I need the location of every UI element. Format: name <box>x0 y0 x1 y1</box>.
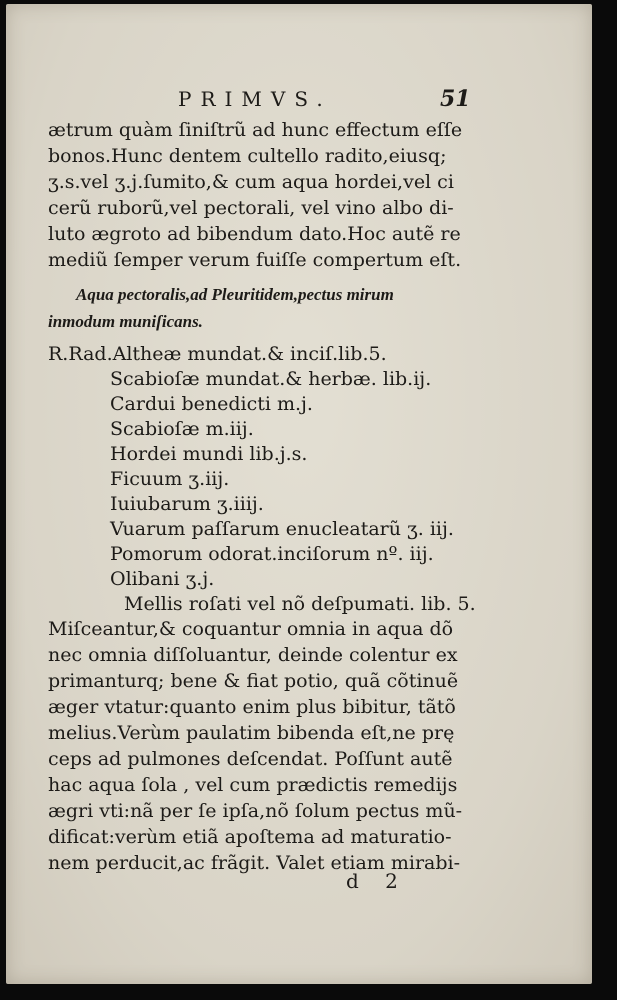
recipe-line: R.Rad.Altheæ mundat.& inciſ.lib.5. <box>48 343 387 365</box>
text-line: mediũ ſemper verum fuiſſe compertum eſt. <box>48 249 462 271</box>
recipe-line: Scabioſæ mundat.& herbæ. lib.ij. <box>110 368 432 390</box>
text-line: melius.Verùm paulatim bibenda eſt,ne prę <box>48 722 455 744</box>
text-line: primanturq; bene & fiat potio, quã cõtinuẽ <box>48 670 459 692</box>
recipe-line: Iuiubarum ʒ.iiij. <box>110 493 264 515</box>
recipe-line: Olibani ʒ.j. <box>110 568 215 590</box>
signature-mark: d 2 <box>346 869 408 893</box>
recipe-line: Pomorum odorat.inciſorum nº. iij. <box>110 543 434 565</box>
text-line: ægri vti:nã per ſe ipſa,nõ ſolum pectus mũ- <box>48 800 463 822</box>
text-line: bonos.Hunc dentem cultello radito,eiusq; <box>48 145 447 167</box>
running-header: PRIMVS. <box>178 87 332 111</box>
text-line: nem perducit,ac frãgit. Valet etiam mirabi- <box>48 852 461 874</box>
text-line: hac aqua ſola , vel cum prædictis remedijs <box>48 774 458 796</box>
text-line: nec omnia diſſoluantur, deinde colentur ex <box>48 644 458 666</box>
recipe-line: Vuarum paſſarum enucleatarũ ʒ. iij. <box>110 518 454 540</box>
page-number: 51 <box>440 86 471 112</box>
section-heading: Aqua pectoralis,ad Pleuritidem,pectus mirum <box>76 285 394 304</box>
recipe-line: Hordei mundi lib.j.s. <box>110 443 308 465</box>
book-page <box>6 4 592 984</box>
text-line: ʒ.s.vel ʒ.j.ſumito,& cum aqua hordei,vel ci <box>48 171 454 193</box>
section-heading: inmodum muniſicans. <box>48 312 203 331</box>
text-line: ætrum quàm ſiniſtrũ ad hunc effectum eſſe <box>48 119 463 141</box>
text-line: luto ægroto ad bibendum dato.Hoc autẽ re <box>48 223 461 245</box>
text-line: Miſceantur,& coquantur omnia in aqua dõ <box>48 618 454 640</box>
recipe-line: Cardui benedicti m.j. <box>110 393 313 415</box>
text-line: ceps ad pulmones deſcendat. Poſſunt autẽ <box>48 748 453 770</box>
recipe-line: Mellis roſati vel nõ deſpumati. lib. 5. <box>124 593 476 615</box>
recipe-line: Scabioſæ m.iij. <box>110 418 254 440</box>
text-line: æger vtatur:quanto enim plus bibitur, tãtõ <box>48 696 456 718</box>
text-line: dificat:verùm etiã apoſtema ad maturatio- <box>48 826 452 848</box>
text-line: cerũ ruborũ,vel pectorali, vel vino albo di- <box>48 197 454 219</box>
recipe-line: Ficuum ʒ.iij. <box>110 468 230 490</box>
